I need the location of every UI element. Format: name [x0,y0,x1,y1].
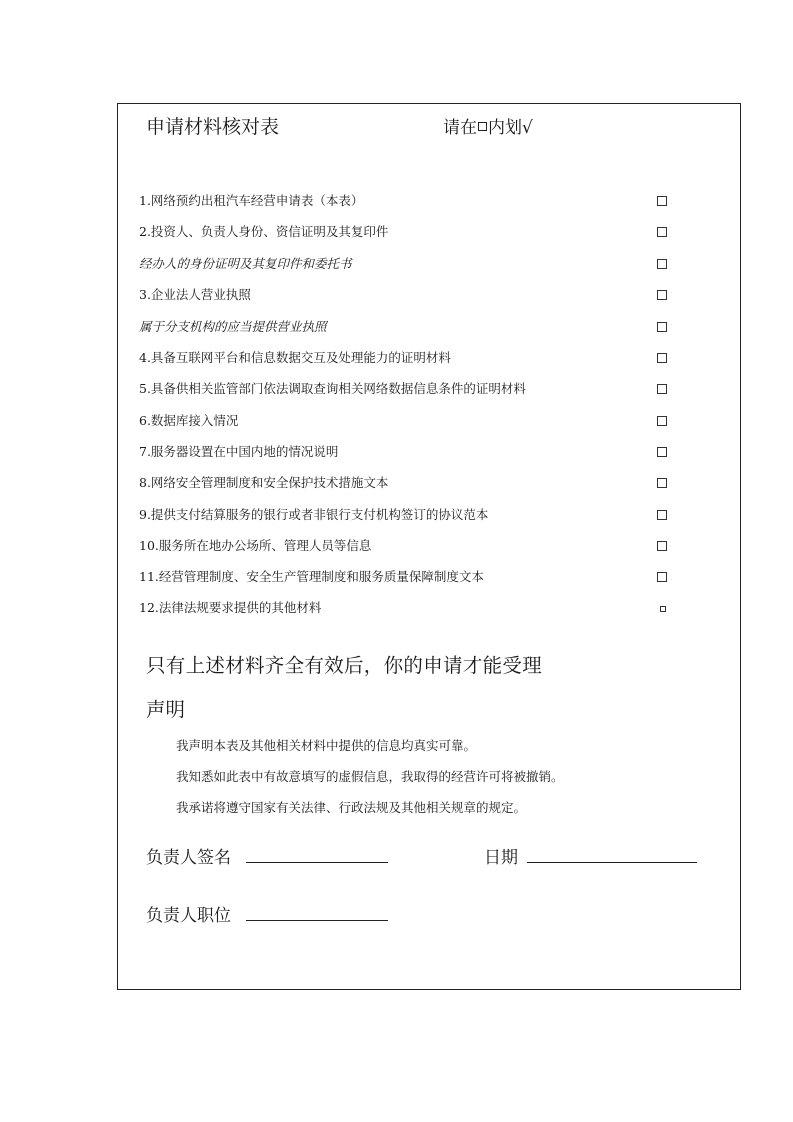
item-3-checkbox[interactable] [657,290,667,300]
item-4-checkbox[interactable] [657,353,667,363]
check-hint [443,113,533,138]
date-field[interactable] [527,862,697,863]
declaration-line: 我声明本表及其他相关材料中提供的信息均真实可靠。 [176,738,477,753]
declaration-line: 我承诺将遵守国家有关法律、行政法规及其他相关规章的规定。 [176,800,527,815]
signer-signature-field[interactable] [246,862,388,863]
item-5-checkbox[interactable] [657,384,667,394]
item-6-label: 6.数据库接入情况 [139,413,239,428]
item-2-sub-label: 经办人的身份证明及其复印件和委托书 [139,256,352,271]
item-6-checkbox[interactable] [657,416,667,426]
declaration-heading: 声明 [146,698,186,721]
item-10-checkbox[interactable] [657,541,667,551]
position-label: 负责人职位 [146,906,231,926]
item-3-sub-label: 属于分支机构的应当提供营业执照 [139,319,327,334]
item-11-checkbox[interactable] [657,572,667,582]
item-7-checkbox[interactable] [657,447,667,457]
item-5-label: 5.具备供相关监管部门依法调取查询相关网络数据信息条件的证明材料 [139,381,526,396]
item-8-label: 8.网络安全管理制度和安全保护技术措施文本 [139,475,389,490]
acceptance-notice: 只有上述材料齐全有效后，你的申请才能受理 [146,654,543,677]
check-hint-prefix: 请在 [443,118,477,138]
item-10-label: 10.服务所在地办公场所、管理人员等信息 [139,538,372,553]
checkbox-icon [478,122,487,131]
item-2-label: 2.投资人、负责人身份、资信证明及其复印件 [139,224,389,239]
item-2-sub-checkbox[interactable] [657,259,667,269]
item-3-sub-checkbox[interactable] [657,322,667,332]
item-3-label: 3.企业法人营业执照 [139,287,251,302]
item-9-label: 9.提供支付结算服务的银行或者非银行支付机构签订的协议范本 [139,507,489,522]
item-12-checkbox[interactable] [660,606,666,612]
item-11-label: 11.经营管理制度、安全生产管理制度和服务质量保障制度文本 [139,569,484,584]
item-1-checkbox[interactable] [657,196,667,206]
item-1-label: 1.网络预约出租汽车经营申请表（本表） [139,193,364,208]
item-8-checkbox[interactable] [657,478,667,488]
date-label: 日期 [484,848,518,868]
item-12-label: 12.法律法规要求提供的其他材料 [139,600,322,615]
item-9-checkbox[interactable] [657,510,667,520]
item-2-checkbox[interactable] [657,227,667,237]
position-field[interactable] [246,920,388,921]
signer-label: 负责人签名 [146,848,231,868]
form-title: 申请材料核对表 [146,116,280,138]
item-7-label: 7.服务器设置在中国内地的情况说明 [139,444,339,459]
check-hint-suffix: 内划√ [488,118,533,138]
declaration-line: 我知悉如此表中有故意填写的虚假信息，我取得的经营许可将被撤销。 [176,769,564,784]
item-4-label: 4.具备互联网平台和信息数据交互及处理能力的证明材料 [139,350,451,365]
